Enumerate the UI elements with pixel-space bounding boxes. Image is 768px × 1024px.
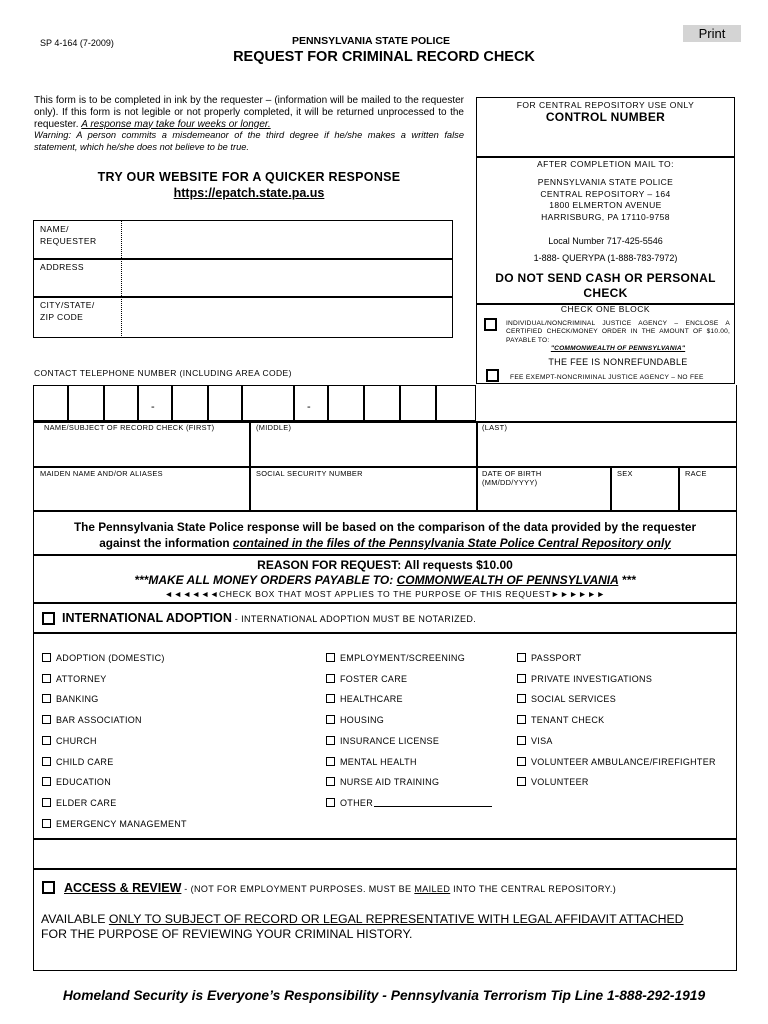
- intl-adoption-checkbox[interactable]: [42, 612, 55, 625]
- reason-option-label: SOCIAL SERVICES: [531, 694, 617, 705]
- local-number: Local Number 717-425-5546: [548, 236, 663, 246]
- reason-option: [517, 757, 716, 767]
- reason-option-label: CHILD CARE: [56, 756, 114, 767]
- reason-heading: REASON FOR REQUEST: All requests $10.00: [257, 558, 513, 572]
- reason-option: [42, 653, 165, 663]
- reason-option: [517, 694, 616, 704]
- reason-option: [42, 674, 107, 684]
- other-blank[interactable]: [374, 806, 492, 807]
- check-box-instruction: ◄◄◄◄◄◄CHECK BOX THAT MOST APPLIES TO THE PURPOSE OF THIS REQUEST►►►►►►: [164, 589, 606, 599]
- reason-checkbox[interactable]: [42, 736, 51, 745]
- reason-checkbox[interactable]: [326, 777, 335, 786]
- reason-checkbox[interactable]: [517, 653, 526, 662]
- race-field[interactable]: [681, 488, 734, 508]
- reason-option-label: BANKING: [56, 694, 99, 705]
- reason-option-label: MENTAL HEALTH: [340, 756, 417, 767]
- reason-option-label: PASSPORT: [531, 653, 582, 663]
- reason-option: [42, 715, 142, 725]
- agency-name: PENNSYLVANIA STATE POLICE: [291, 35, 451, 47]
- address-field[interactable]: [123, 260, 451, 295]
- reason-option-label: ATTORNEY: [56, 673, 107, 684]
- reason-option: [326, 736, 439, 746]
- reason-option: [42, 798, 117, 808]
- fee-exempt-checkbox[interactable]: [486, 369, 499, 382]
- reason-checkbox[interactable]: [42, 798, 51, 807]
- reason-option-label: TENANT CHECK: [531, 715, 605, 726]
- form-id: SP 4-164 (7-2009): [40, 38, 114, 48]
- reason-checkbox[interactable]: [42, 674, 51, 683]
- ssn-label: SOCIAL SECURITY NUMBER: [256, 469, 363, 478]
- toll-free-number: 1-888- QUERYPA (1-888-783-7972): [533, 253, 678, 263]
- website-heading: TRY OUR WEBSITE FOR A QUICKER RESPONSE: [97, 170, 401, 184]
- reason-option-label: VOLUNTEER AMBULANCE/FIREFIGHTER: [531, 756, 716, 767]
- fee-exempt-label: FEE EXEMPT-NONCRIMINAL JUSTICE AGENCY – NO FEE: [510, 374, 704, 381]
- fee-individual-checkbox[interactable]: [484, 318, 497, 331]
- address-label: ADDRESS: [40, 262, 84, 272]
- reason-checkbox[interactable]: [517, 757, 526, 766]
- intro-text: This form is to be completed in ink by the requester – (information will be mailed to the requester only). If this form is not legible or not properly completed, it will be returned unprocessed to the requester. A response may take four weeks or longer. Warning: A person commits a misdemeanor of the third degree if he/she makes a written false statement, which he/she does not believe to be true.: [34, 95, 464, 153]
- reason-option: [326, 653, 465, 663]
- reason-option: [42, 736, 97, 746]
- reason-checkbox[interactable]: [517, 694, 526, 703]
- reason-checkbox[interactable]: [326, 798, 335, 807]
- reason-option: [326, 777, 439, 787]
- reason-option: [326, 757, 417, 767]
- phone-dash: -: [307, 401, 311, 413]
- repository-use-only: FOR CENTRAL REPOSITORY USE ONLY: [516, 100, 695, 110]
- city-state-zip-label: CITY/STATE/ ZIP CODE: [40, 300, 95, 322]
- reason-checkbox[interactable]: [42, 694, 51, 703]
- dob-field[interactable]: [479, 488, 607, 508]
- reason-option-label: NURSE AID TRAINING: [340, 777, 440, 788]
- reason-option: [42, 694, 99, 704]
- reason-option-label: ELDER CARE: [56, 797, 117, 808]
- intl-adoption-label: INTERNATIONAL ADOPTION - INTERNATIONAL ADOPTION MUST BE NOTARIZED.: [62, 611, 477, 625]
- reason-option-label: EMERGENCY MANAGEMENT: [56, 818, 187, 829]
- website-link[interactable]: https://epatch.state.pa.us: [173, 186, 325, 200]
- page-title: REQUEST FOR CRIMINAL RECORD CHECK: [233, 49, 535, 65]
- mailing-address: PENNSYLVANIA STATE POLICE CENTRAL REPOSITORY – 164 1800 ELMERTON AVENUE HARRISBURG, PA 17110-9758: [537, 177, 674, 222]
- money-order-notice: ***MAKE ALL MONEY ORDERS PAYABLE TO: COMMONWEALTH OF PENNSYLVANIA ***: [134, 573, 636, 587]
- reason-option-label: PRIVATE INVESTIGATIONS: [531, 673, 653, 684]
- reason-checkbox[interactable]: [326, 694, 335, 703]
- control-number-label: CONTROL NUMBER: [545, 110, 666, 124]
- city-state-zip-field[interactable]: [123, 298, 451, 336]
- subject-first-field[interactable]: [36, 434, 246, 464]
- reason-option-label: HEALTHCARE: [340, 694, 403, 705]
- reason-option-label: BAR ASSOCIATION: [56, 715, 142, 726]
- reason-option-label: ADOPTION (DOMESTIC): [56, 653, 165, 663]
- subject-last-label: (LAST): [482, 423, 508, 432]
- name-requester-field[interactable]: [123, 222, 451, 257]
- subject-first-label: NAME/SUBJECT OF RECORD CHECK (FIRST): [44, 423, 215, 432]
- comparison-statement: The Pennsylvania State Police response will be based on the comparison of the data provided by the requester against the information contained in the files of the Pennsylvania State Police Central Repository only: [73, 520, 697, 550]
- subject-middle-field[interactable]: [252, 434, 473, 464]
- name-requester-label: NAME/ REQUESTER: [40, 224, 97, 246]
- reason-option: [326, 674, 407, 684]
- reason-checkbox[interactable]: [517, 715, 526, 724]
- nonrefundable-notice: THE FEE IS NONREFUNDABLE: [548, 357, 688, 367]
- subject-last-field[interactable]: [479, 434, 734, 464]
- print-button[interactable]: Print: [683, 25, 741, 42]
- reason-option: [517, 674, 652, 684]
- reason-option-label: HOUSING: [340, 715, 385, 726]
- check-one-block-label: CHECK ONE BLOCK: [560, 304, 651, 314]
- reason-checkbox[interactable]: [326, 674, 335, 683]
- reason-checkbox[interactable]: [42, 715, 51, 724]
- reason-option: [326, 715, 384, 725]
- reason-checkbox[interactable]: [42, 653, 51, 662]
- access-review-label: ACCESS & REVIEW - (NOT FOR EMPLOYMENT PURPOSES. MUST BE MAILED INTO THE CENTRAL REPOSITORY.): [64, 881, 617, 895]
- mail-to-label: AFTER COMPLETION MAIL TO:: [536, 159, 675, 169]
- reason-option: [517, 653, 582, 663]
- reason-option-label: VOLUNTEER: [531, 777, 589, 788]
- sex-label: SEX: [617, 469, 633, 478]
- reason-option: [42, 757, 114, 767]
- no-cash-warning: DO NOT SEND CASH OR PERSONAL CHECK: [495, 271, 716, 300]
- reason-option-label: EDUCATION: [56, 777, 112, 788]
- reason-option: [42, 819, 187, 829]
- reason-option: [326, 798, 373, 808]
- reason-option-label: OTHER: [340, 797, 373, 808]
- reason-option: [517, 715, 604, 725]
- sex-field[interactable]: [613, 488, 675, 508]
- reason-checkbox[interactable]: [517, 674, 526, 683]
- reason-option: [517, 736, 553, 746]
- reason-checkbox[interactable]: [42, 777, 51, 786]
- reason-option: [517, 777, 589, 787]
- reason-option-label: EMPLOYMENT/SCREENING: [340, 653, 466, 663]
- reason-checkbox[interactable]: [326, 736, 335, 745]
- reason-checkbox[interactable]: [517, 777, 526, 786]
- footer-tipline: Homeland Security is Everyone’s Responsibility - Pennsylvania Terrorism Tip Line 1-888-292-1919: [62, 988, 706, 1003]
- access-review-checkbox[interactable]: [42, 881, 55, 894]
- maiden-name-field[interactable]: [36, 488, 246, 508]
- phone-digit-boxes[interactable]: [33, 385, 476, 421]
- reason-checkbox[interactable]: [326, 653, 335, 662]
- contact-phone-label: CONTACT TELEPHONE NUMBER (INCLUDING AREA CODE): [34, 368, 292, 378]
- reason-option-label: FOSTER CARE: [340, 673, 408, 684]
- reason-checkbox[interactable]: [42, 757, 51, 766]
- access-review-availability: AVAILABLE ONLY TO SUBJECT OF RECORD OR LEGAL REPRESENTATIVE WITH LEGAL AFFIDAVIT ATTACHED FOR THE PURPOSE OF REVIEWING YOUR CRIMINAL HISTORY.: [41, 912, 684, 941]
- maiden-name-label: MAIDEN NAME AND/OR ALIASES: [40, 469, 163, 478]
- reason-checkbox[interactable]: [42, 819, 51, 828]
- reason-option: [326, 694, 403, 704]
- reason-checkbox[interactable]: [326, 757, 335, 766]
- reason-option: [42, 777, 111, 787]
- phone-dash: -: [151, 401, 155, 413]
- ssn-field[interactable]: [252, 488, 473, 508]
- reason-checkbox[interactable]: [326, 715, 335, 724]
- dob-label: DATE OF BIRTH (MM/DD/YYYY): [482, 469, 542, 487]
- reason-option-label: INSURANCE LICENSE: [340, 735, 440, 746]
- fee-individual-label: INDIVIDUAL/NONCRIMINAL JUSTICE AGENCY – ENCLOSE A CERTIFIED CHECK/MONEY ORDER IN THE AMOUNT OF $10.00, PAYABLE TO: "COMMONWEALTH OF PENNSYLVANIA": [506, 320, 730, 353]
- reason-option-label: VISA: [531, 735, 553, 746]
- race-label: RACE: [685, 469, 707, 478]
- subject-middle-label: (MIDDLE): [256, 423, 292, 432]
- reason-checkbox[interactable]: [517, 736, 526, 745]
- reason-option-label: CHURCH: [56, 735, 97, 746]
